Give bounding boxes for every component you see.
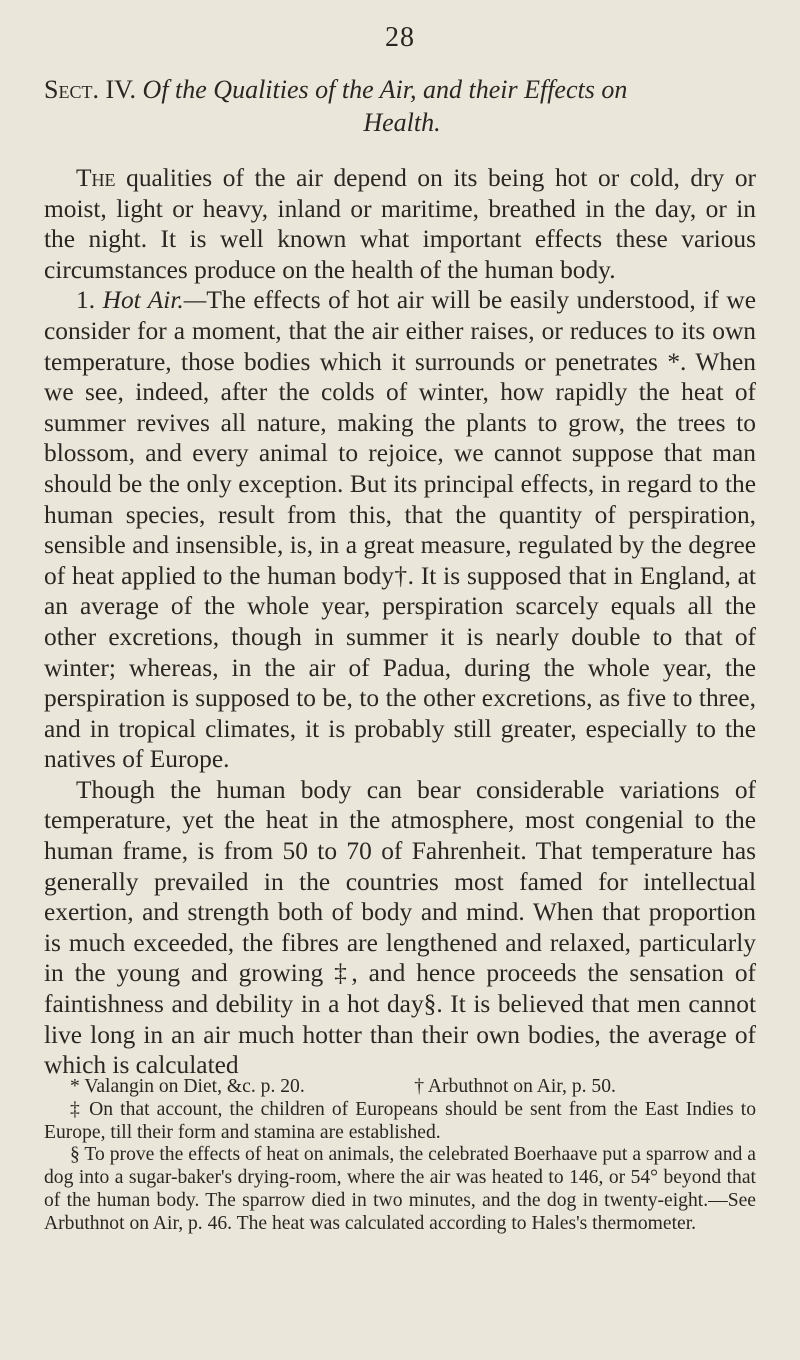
paragraph-intro-text: qualities of the air depend on its being hot or cold, dry or moist, light or heavy, inland or maritime, breathed in the day, or in the night. It is well known what important effects these various circumstances produce on the health of the human body. bbox=[44, 164, 756, 284]
section-title-line1: Of the Qualities of the Air, and their Effects on bbox=[142, 75, 628, 104]
footnote-valangin: * Valangin on Diet, &c. p. 20. bbox=[70, 1076, 305, 1097]
section-title-line2: Health. bbox=[363, 108, 441, 137]
paragraph-lead-word: The bbox=[76, 164, 116, 192]
footnote-children: ‡ On that account, the children of Europeans should be sent from the East Indies to Europe, till their form and stamina are established. bbox=[44, 1098, 756, 1143]
body-text bbox=[44, 163, 756, 1081]
paragraph-hot-air-text: The effects of hot air will be easily understood, if we consider for a moment, that the air either raises, or reduces to its own temperature, those bodies which it surrounds or penetrates *. When we see, indeed, after the colds of winter, how rapidly the heat of summer revives all nature, making the plants to grow, the trees to blossom, and every animal to rejoice, we cannot suppose that man should be the only exception. But its principal effects, in regard to the human species, result from this, that the quantity of perspiration, sensible and insensible, is, in a great measure, regulated by the degree of heat applied to the human body†. It is supposed that in England, at an average of the whole year, perspiration scarcely equals all the other excretions, though in summer it is nearly double to that of winter; whereas, in the air of Padua, during the whole year, the perspiration is supposed to be, to the other excretions, as five to three, and in tropical climates, it is probably still greater, especially to the natives of Europe. bbox=[44, 286, 756, 774]
footnote-row bbox=[44, 1076, 756, 1099]
footnote-arbuthnot: † Arbuthnot on Air, p. 50. bbox=[414, 1076, 616, 1097]
paragraph-subheading: Hot Air.— bbox=[102, 286, 207, 315]
paragraph-hot-air bbox=[44, 285, 756, 775]
paragraph-temperature: Though the human body can bear considerable variations of temperature, yet the heat in the atmosphere, most congenial to the human frame, is from 50 to 70 of Fahrenheit. That temperature has generally prevailed in the countries most famed for intellectual exertion, and strength both of body and mind. When that proportion is much exceeded, the fibres are lengthened and relaxed, particularly in the young and growing ‡, and hence proceeds the sensation of faintishness and debility in a hot day§. It is believed that men cannot live long in an air much hotter than their own bodies, the average of which is calculated bbox=[44, 775, 756, 1080]
footnotes bbox=[44, 1076, 756, 1236]
paragraph-intro bbox=[44, 163, 756, 285]
paragraph-number: 1. bbox=[76, 286, 96, 315]
footnote-boerhaave: § To prove the effects of heat on animals, the celebrated Boerhaave put a sparrow and a dog into a sugar-baker's drying-room, where the air was heated to 146, or 54° beyond that of the human body. The sparrow died in two minutes, and the dog in twenty-eight.—See Arbuthnot on Air, p. 46. The heat was calculated according to Hales's thermometer. bbox=[44, 1144, 756, 1234]
section-number: Sect. IV. bbox=[44, 75, 137, 104]
section-heading bbox=[44, 73, 760, 139]
page-number: 28 bbox=[385, 22, 415, 53]
